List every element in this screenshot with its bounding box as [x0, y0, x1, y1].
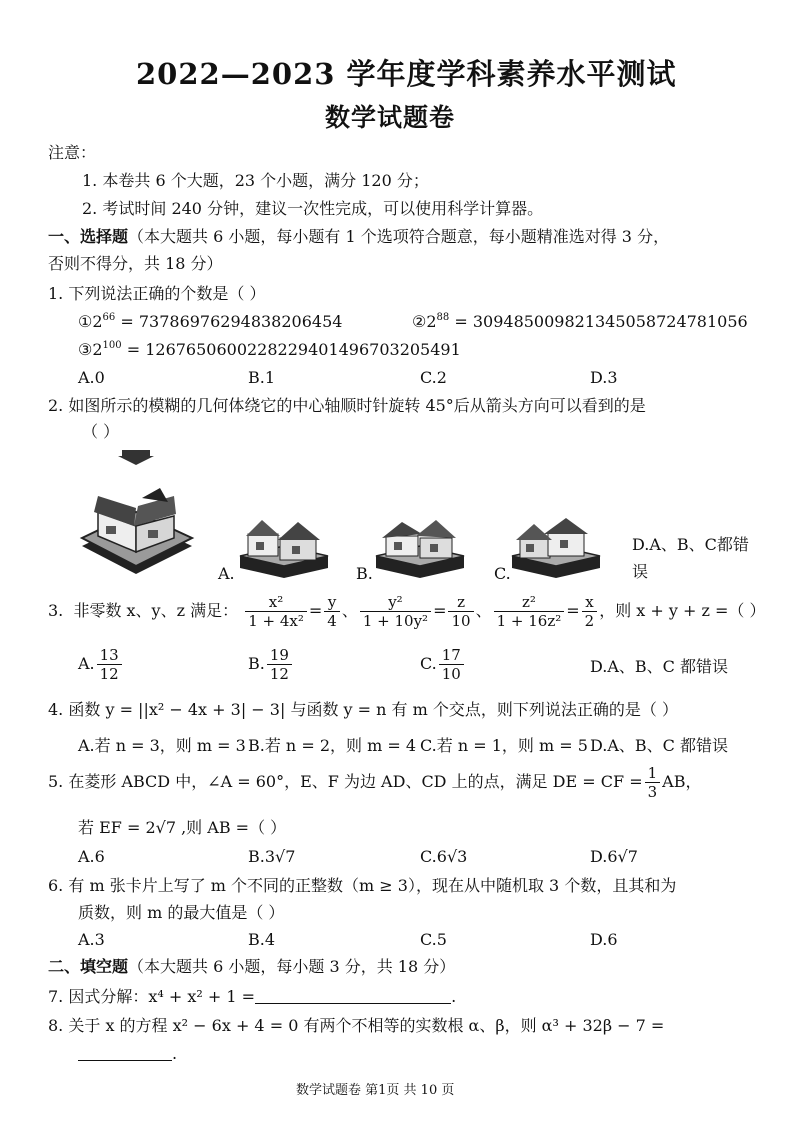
q3-sep-1: 、: [341, 601, 358, 620]
page-title: 2022—2023 学年度学科素养水平测试: [136, 57, 677, 91]
q6-option-a[interactable]: A.3: [78, 930, 105, 949]
notes-item-1: 1. 本卷共 6 个大题，23 个小题，满分 120 分；: [82, 171, 429, 190]
q3-frac-5-num: z²: [494, 593, 565, 612]
q2-option-d-line1[interactable]: D.A、B、C都错: [632, 535, 749, 554]
q3-eq-2: =: [433, 601, 447, 620]
q3-frac-1-den: 1 + 4x²: [248, 612, 304, 630]
q2-stem: 2. 如图所示的模糊的几何体绕它的中心轴顺时针旋转 45°后从箭头方向可以看到的是: [48, 396, 646, 415]
q1-option-a[interactable]: A.0: [78, 368, 105, 387]
page-subtitle: 数学试题卷: [325, 103, 456, 132]
q1-statement-1: [78, 311, 342, 333]
q5-option-d[interactable]: D.6√7: [590, 847, 638, 866]
q7-line: [48, 986, 456, 1008]
q3-option-a[interactable]: [78, 646, 124, 683]
q5-frac-num: 1: [645, 764, 661, 783]
page-footer: 数学试题卷 第1页 共 10 页: [296, 1083, 455, 1098]
q1-statement-2: [412, 311, 748, 333]
q7-stem: 7. 因式分解：x⁴ + x² + 1 =: [48, 987, 256, 1006]
q2-label-c[interactable]: C.: [494, 564, 511, 583]
q2-option-c-figure[interactable]: [508, 514, 604, 580]
q3-option-c-den: 10: [441, 665, 461, 683]
q5-stem: [48, 764, 701, 801]
q6-option-d[interactable]: D.6: [590, 930, 618, 949]
q8-answer-blank[interactable]: [78, 1044, 172, 1061]
q1-s3-exp: 100: [102, 340, 122, 351]
q5-option-c[interactable]: C.6√3: [420, 847, 468, 866]
q4-option-a[interactable]: A.若 n = 3，则 m = 3: [78, 736, 246, 755]
notes-item-2: 2. 考试时间 240 分钟，建议一次性完成，可以使用科学计算器。: [82, 199, 544, 218]
q8-stem: 8. 关于 x 的方程 x² − 6x + 4 = 0 有两个不相等的实数根 α、β，则 α³ + 32β − 7 =: [48, 1016, 665, 1035]
q6-option-c[interactable]: C.5: [420, 930, 447, 949]
q7-end: .: [451, 987, 457, 1006]
q1-stem: 1. 下列说法正确的个数是（ ）: [48, 284, 266, 303]
q3-option-b-frac: [267, 646, 292, 683]
q7-answer-blank[interactable]: [255, 987, 451, 1004]
q5-stem-a: 5. 在菱形 ABCD 中，∠A = 60°，E、F 为边 AD、CD 上的点，满足 DE = CF =: [48, 772, 643, 791]
q2-arrow-icon: [116, 450, 156, 466]
q8-line-2: [78, 1043, 177, 1065]
q1-s1-exp: 66: [102, 312, 116, 323]
section2-line: [48, 956, 455, 978]
q3-option-c-label: C.: [420, 654, 437, 673]
q8-end: .: [172, 1044, 178, 1063]
q5-frac-den: 3: [647, 783, 658, 801]
q3-frac-5: [494, 593, 565, 630]
q3-frac-3-den: 1 + 10y²: [362, 612, 429, 630]
q3-frac-2-den: 4: [327, 612, 337, 630]
q1-s1-base: ①2: [78, 312, 103, 331]
q3-frac-3: [360, 593, 431, 630]
q3-frac-1: [245, 593, 307, 630]
q3-option-a-label: A.: [78, 654, 95, 673]
q3-option-a-frac: [97, 646, 122, 683]
q4-option-b[interactable]: B.若 n = 2，则 m = 4: [248, 736, 417, 755]
q4-option-d[interactable]: D.A、B、C 都错误: [590, 736, 728, 755]
q3-frac-6-num: x: [582, 593, 598, 612]
q5-stem-2: 若 EF = 2√7 ,则 AB =（ ）: [78, 818, 287, 837]
q6-option-b[interactable]: B.4: [248, 930, 276, 949]
section2-desc: （本大题共 6 小题，每小题 3 分，共 18 分）: [128, 957, 456, 976]
q2-option-a-figure[interactable]: [236, 514, 332, 580]
section1-heading: 一、选择题: [48, 227, 129, 246]
q3-frac-5-den: 1 + 16z²: [496, 612, 562, 630]
q3-sep-2: 、: [475, 601, 492, 620]
q2-original-solid-figure: [76, 486, 196, 578]
q1-s2-base: ②2: [412, 312, 437, 331]
q3-frac-4-den: 10: [451, 612, 471, 630]
q3-lead: 非零数 x、y、z 满足：: [73, 601, 239, 620]
q1-s3-base: ③2: [78, 340, 103, 359]
q3-number: 3.: [48, 601, 64, 620]
notes-label: 注意：: [48, 143, 97, 162]
q3-frac-6-den: 2: [584, 612, 595, 630]
q1-s2-value: = 309485009821345058724781056: [449, 312, 748, 331]
q4-stem: 4. 函数 y = ||x² − 4x + 3| − 3| 与函数 y = n 有 m 个交点，则下列说法正确的是（ ）: [48, 700, 678, 719]
section1-line1: [48, 226, 669, 248]
section1-desc-1: （本大题共 6 小题，每小题有 1 个选项符合题意，每小题精准选对得 3 分，: [128, 227, 670, 246]
section1-desc-2: 否则不得分，共 18 分）: [48, 254, 223, 273]
q3-option-d[interactable]: D.A、B、C 都错误: [590, 657, 728, 676]
q6-stem-2: 质数，则 m 的最大值是（ ）: [78, 903, 285, 922]
q3-option-c[interactable]: [420, 646, 466, 683]
q3-tail: ，则 x + y + z =（ ）: [599, 601, 766, 620]
q3-option-b-num: 19: [267, 646, 292, 665]
q3-frac-2-num: y: [324, 593, 340, 612]
q3-eq-3: =: [566, 601, 580, 620]
q2-label-a[interactable]: A.: [218, 564, 235, 583]
q1-s1-value: = 73786976294838206454: [115, 312, 343, 331]
q2-label-b[interactable]: B.: [356, 564, 373, 583]
q2-stem-paren: （ ）: [82, 422, 120, 441]
q4-option-c[interactable]: C.若 n = 1，则 m = 5: [420, 736, 588, 755]
q3-option-b-den: 12: [269, 665, 289, 683]
q5-option-b[interactable]: B.3√7: [248, 847, 296, 866]
q3-option-b[interactable]: [248, 646, 294, 683]
q3-frac-1-num: x²: [245, 593, 307, 612]
q3-frac-2: [324, 593, 340, 630]
q6-stem: 6. 有 m 张卡片上写了 m 个不同的正整数（m ≥ 3），现在从中随机取 3 个数，且其和为: [48, 876, 677, 895]
section2-heading: 二、填空题: [48, 957, 129, 976]
q3-stem: [48, 593, 766, 630]
q1-option-b[interactable]: B.1: [248, 368, 276, 387]
q2-option-b-figure[interactable]: [372, 514, 468, 580]
q2-option-d-line2[interactable]: 误: [632, 562, 649, 581]
q5-stem-b: AB，: [662, 772, 702, 791]
q1-statement-3: [78, 339, 461, 361]
q3-option-c-frac: [439, 646, 464, 683]
q3-frac-4: [448, 593, 473, 630]
q3-eq-1: =: [308, 601, 323, 620]
q1-option-c[interactable]: C.2: [420, 368, 447, 387]
q3-option-a-num: 13: [97, 646, 122, 665]
q3-option-b-label: B.: [248, 654, 265, 673]
q3-option-c-num: 17: [439, 646, 464, 665]
q3-frac-4-num: z: [448, 593, 473, 612]
q1-option-d[interactable]: D.3: [590, 368, 618, 387]
q5-frac: [645, 764, 661, 801]
q3-option-a-den: 12: [99, 665, 119, 683]
q3-frac-6: [582, 593, 598, 630]
q1-s2-exp: 88: [436, 312, 450, 323]
q5-option-a[interactable]: A.6: [78, 847, 105, 866]
q3-frac-3-num: y²: [360, 593, 431, 612]
q1-s3-value: = 1267650600228229401496703205491: [121, 340, 461, 359]
